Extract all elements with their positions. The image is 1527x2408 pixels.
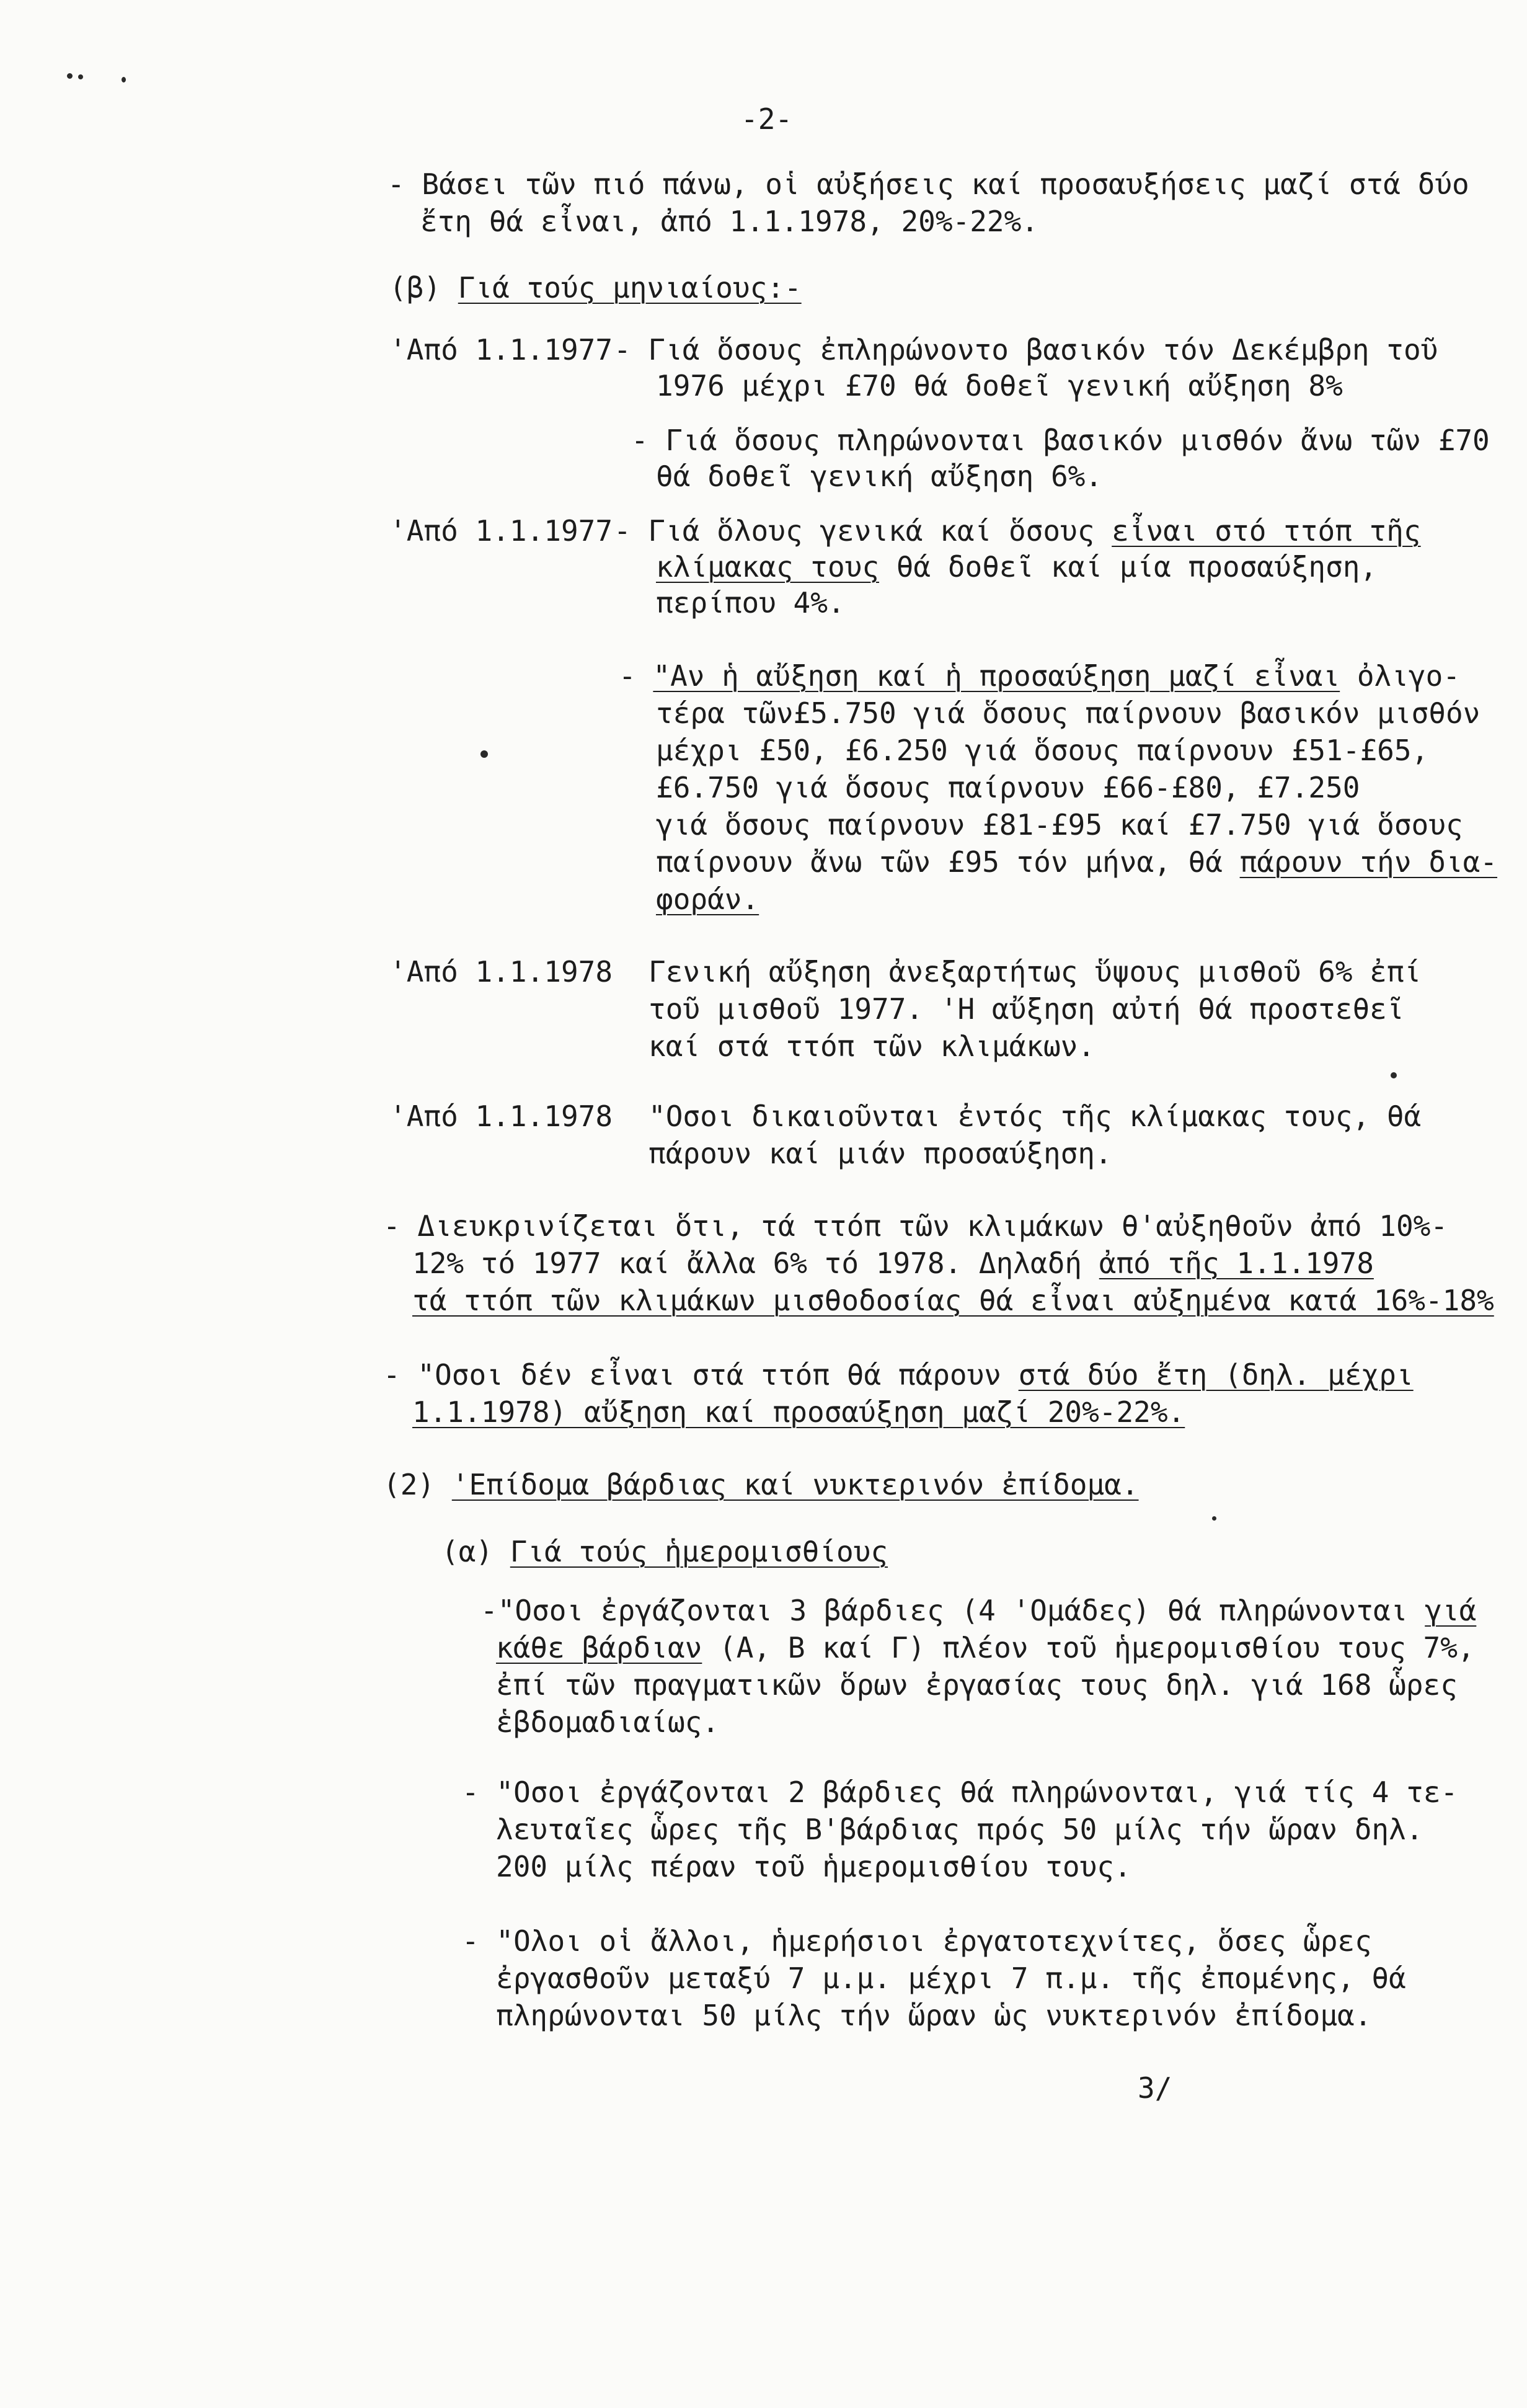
heading-prefix: (β) bbox=[389, 271, 458, 304]
text-run: (Α, Β καί Γ) πλέον τοῦ ἡμερομισθίου τους 7%, bbox=[702, 1631, 1475, 1664]
date-label: 'Από 1.1.1978 bbox=[389, 955, 613, 989]
text-line: γιά ὅσους παίρνουν £81-£95 καί £7.750 γιά ὅσους bbox=[656, 808, 1463, 842]
text-line bbox=[383, 1355, 1414, 1395]
text-line bbox=[412, 1281, 1494, 1320]
scan-speck bbox=[78, 74, 83, 79]
text-line: περίπου 4%. bbox=[656, 586, 845, 620]
scan-speck bbox=[480, 750, 488, 758]
underlined-run: γιά bbox=[1425, 1594, 1477, 1627]
text-line bbox=[656, 547, 1377, 587]
underlined-run: ἀπό τῆς 1.1.1978 bbox=[1099, 1246, 1374, 1280]
text-run: παίρνουν ἄνω τῶν £95 τόν μήνα, θά bbox=[656, 845, 1240, 879]
subsection-heading-daily bbox=[441, 1532, 888, 1571]
heading-text: Γιά τούς ἡμερομισθίους bbox=[510, 1535, 888, 1568]
text-line: - "Οσοι ἐργάζονται 2 βάρδιες θά πληρώνονται, γιά τίς 4 τε- bbox=[462, 1775, 1458, 1809]
underlined-run: κάθε βάρδιαν bbox=[496, 1631, 702, 1664]
underlined-run: φοράν. bbox=[656, 882, 759, 916]
text-line: τοῦ μισθοῦ 1977. 'Η αὔξηση αὐτή θά προστεθεῖ bbox=[648, 992, 1404, 1026]
text-line: £6.750 γιά ὅσους παίρνουν £66-£80, £7.250 bbox=[656, 771, 1360, 804]
text-line bbox=[614, 511, 1421, 551]
underlined-run: "Αν ἡ αὔξηση καί ἡ προσαύξηση μαζί εἶναι bbox=[653, 659, 1340, 693]
text-line bbox=[496, 1628, 1475, 1668]
page-continuation-marker: 3/ bbox=[1138, 2071, 1172, 2105]
text-run: - bbox=[619, 659, 653, 693]
date-label: 'Από 1.1.1978 bbox=[389, 1100, 613, 1133]
heading-prefix: (α) bbox=[441, 1535, 510, 1568]
scan-speck bbox=[1212, 1516, 1216, 1521]
heading-text: Γιά τούς μηνιαίους:- bbox=[458, 271, 802, 304]
text-line: μέχρι £50, £6.250 γιά ὅσους παίρνουν £51-£65, bbox=[656, 734, 1429, 767]
text-run: θά δοθεῖ καί μία προσαύξηση, bbox=[879, 550, 1378, 584]
text-run: -"Οσοι ἐργάζονται 3 βάρδιες (4 'Ομάδες) θά πληρώνονται bbox=[480, 1594, 1425, 1627]
text-line: Γενική αὔξηση ἀνεξαρτήτως ὕψους μισθοῦ 6% ἐπί bbox=[648, 955, 1422, 989]
date-label: 'Από 1.1.1977 bbox=[389, 333, 613, 367]
text-run: 12% τό 1977 καί ἄλλα 6% τό 1978. Δηλαδή bbox=[412, 1246, 1099, 1280]
date-label: 'Από 1.1.1977 bbox=[389, 514, 613, 548]
text-line: λευταῖες ὧρες τῆς Β'βάρδιας πρός 50 μίλς τήν ὥραν δηλ. bbox=[496, 1813, 1423, 1846]
text-line: "Οσοι δικαιοῦνται ἐντός τῆς κλίμακας τους, θά bbox=[648, 1100, 1422, 1133]
scan-speck bbox=[122, 77, 126, 82]
text-line: 1976 μέχρι £70 θά δοθεῖ γενική αὔξηση 8% bbox=[656, 369, 1343, 402]
text-line bbox=[656, 842, 1497, 882]
text-line bbox=[619, 656, 1460, 696]
underlined-run: στά δύο ἔτη (δηλ. μέχρι bbox=[1018, 1358, 1414, 1392]
page-number-header: -2- bbox=[741, 102, 793, 136]
underlined-run: τά ττόπ τῶν κλιμάκων μισθοδοσίας θά εἶναι αὐξημένα κατά 16%-18% bbox=[412, 1284, 1494, 1317]
text-line: - "Ολοι οἱ ἄλλοι, ἡμερήσιοι ἐργατοτεχνίτες, ὅσες ὧρες bbox=[462, 1924, 1372, 1958]
section-heading-shift-allowance bbox=[383, 1465, 1139, 1504]
heading-prefix: (2) bbox=[383, 1468, 452, 1501]
underlined-run: κλίμακας τους bbox=[656, 550, 880, 584]
underlined-run: πάρουν τήν δια- bbox=[1239, 845, 1498, 879]
text-run: - "Οσοι δέν εἶναι στά ττόπ θά πάρουν bbox=[383, 1358, 1019, 1392]
text-line: - Διευκρινίζεται ὅτι, τά ττόπ τῶν κλιμάκων θ'αὐξηθοῦν ἀπό 10%- bbox=[383, 1209, 1448, 1243]
text-line bbox=[412, 1392, 1185, 1432]
underlined-run: εἶναι στό ττόπ τῆς bbox=[1112, 514, 1421, 548]
text-line: καί στά ττόπ τῶν κλιμάκων. bbox=[648, 1029, 1095, 1063]
text-line bbox=[480, 1591, 1476, 1630]
text-line bbox=[412, 1243, 1374, 1283]
underlined-run: 1.1.1978) αὔξηση καί προσαύξηση μαζί 20%-22%. bbox=[412, 1395, 1185, 1429]
text-run: ὀλιγο- bbox=[1340, 659, 1461, 693]
text-line: ἐργασθοῦν μεταξύ 7 μ.μ. μέχρι 7 π.μ. τῆς ἐπομένης, θά bbox=[496, 1961, 1406, 1995]
text-line: ἐπί τῶν πραγματικῶν ὅρων ἐργασίας τους δηλ. γιά 168 ὧρες bbox=[496, 1668, 1458, 1702]
text-line: - Βάσει τῶν πιό πάνω, οἱ αὐξήσεις καί προσαυξήσεις μαζί στά δύο bbox=[387, 167, 1469, 201]
scan-speck bbox=[1391, 1072, 1397, 1078]
scan-speck bbox=[67, 73, 73, 79]
section-heading-monthly bbox=[389, 268, 802, 308]
text-line: πάρουν καί μιάν προσαύξηση. bbox=[648, 1137, 1112, 1170]
text-run: - Γιά ὅλους γενικά καί ὅσους bbox=[614, 514, 1112, 548]
text-line: θά δοθεῖ γενική αὔξηση 6%. bbox=[656, 460, 1103, 493]
text-line: πληρώνονται 50 μίλς τήν ὥραν ὡς νυκτερινόν ἐπίδομα. bbox=[496, 1999, 1372, 2032]
text-line bbox=[656, 879, 759, 919]
text-line: - Γιά ὅσους πληρώνονται βασικόν μισθόν ἄνω τῶν £70 bbox=[631, 424, 1490, 457]
text-line: ἑβδομαδιαίως. bbox=[496, 1705, 720, 1739]
heading-text: 'Επίδομα βάρδιας καί νυκτερινόν ἐπίδομα. bbox=[451, 1468, 1139, 1501]
text-line: - Γιά ὅσους ἐπληρώνοντο βασικόν τόν Δεκέμβρη τοῦ bbox=[614, 333, 1438, 367]
text-line: 200 μίλς πέραν τοῦ ἡμερομισθίου τους. bbox=[496, 1850, 1131, 1883]
text-line: τέρα τῶν£5.750 γιά ὅσους παίρνουν βασικόν μισθόν bbox=[656, 696, 1481, 730]
text-line: ἔτη θά εἶναι, ἀπό 1.1.1978, 20%-22%. bbox=[420, 205, 1038, 238]
